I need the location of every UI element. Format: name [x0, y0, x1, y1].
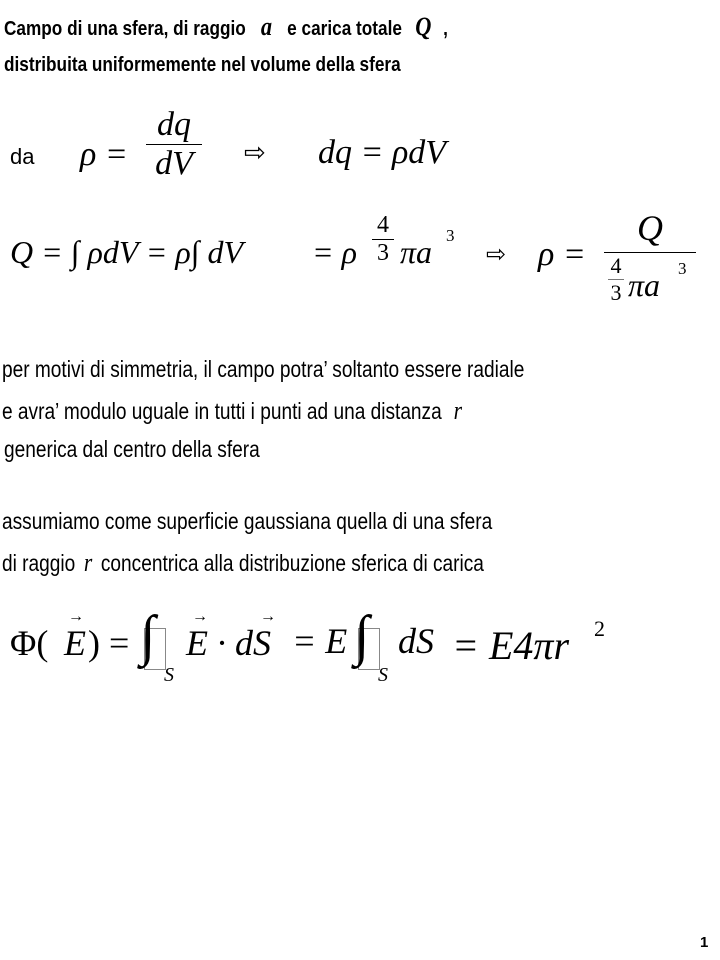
fraction-denominator: 3 — [377, 240, 389, 266]
paragraph1-line3 — [4, 436, 312, 463]
implies-arrow-icon: ⇨ — [486, 242, 507, 268]
paragraph2-line2 — [2, 548, 583, 578]
paragraph2-line1 — [2, 508, 593, 535]
integral-symbol: ∫ — [140, 605, 156, 667]
dS: dS — [398, 621, 434, 661]
den-pia: πa — [628, 267, 661, 303]
fraction-denominator: dV — [155, 145, 193, 182]
variable-Q: Q — [415, 12, 432, 41]
eq2-fraction — [372, 212, 394, 267]
flux-symbol: Φ( — [10, 623, 49, 663]
eq2-rho-eq: ρ = — [538, 236, 586, 273]
eq2-rho-fraction — [604, 208, 696, 333]
fraction-numerator: 4 — [377, 212, 389, 238]
text: di raggio — [2, 550, 76, 576]
variable-a: a — [260, 12, 273, 41]
vector-arrow-icon: → — [68, 608, 84, 625]
eq2-rho: = ρ — [312, 234, 357, 270]
den-exponent: 3 — [678, 259, 687, 278]
integrand: E · dS — [186, 623, 271, 663]
eq1-lhs: ρ = — [80, 136, 128, 173]
eq2-exponent: 3 — [446, 226, 455, 245]
variable-r: r — [453, 396, 463, 425]
fraction-numerator: Q — [637, 208, 663, 248]
eq2-pia: πa — [400, 234, 433, 270]
eq1-rhs: dq = ρdV — [318, 134, 447, 171]
eq1-fraction — [146, 106, 202, 183]
title-line-2 — [4, 54, 465, 77]
title-line-1 — [4, 12, 520, 42]
eq2-integral: Q = ∫ ρdV = ρ∫ dV — [10, 234, 244, 270]
equals-E: = E — [292, 621, 348, 661]
text: e avra’ modulo uguale in tutti i punti ad una distanza — [2, 398, 442, 424]
integral-subscript: S — [164, 664, 174, 686]
title-text: e carica totale — [287, 18, 402, 40]
paragraph1-line2 — [2, 396, 556, 426]
paragraph1-line1 — [2, 356, 631, 383]
vector-E: E — [64, 623, 86, 663]
text: assumiamo come superficie gaussiana quella di una sfera — [2, 508, 493, 534]
variable-r: r — [83, 548, 93, 577]
result: = E4πr — [452, 623, 570, 668]
equals: ) = — [88, 623, 130, 663]
text: generica dal centro della sfera — [4, 436, 260, 462]
page-number: 1 — [700, 934, 709, 951]
fraction-numerator: dq — [157, 106, 191, 143]
fraction-denominator: 3 — [610, 280, 622, 305]
vector-arrow-icon: → — [192, 608, 208, 625]
small-fraction — [608, 253, 624, 306]
integral-symbol: ∫ — [354, 605, 370, 667]
integral-subscript: S — [378, 664, 388, 686]
title-text: Campo di una sfera, di raggio — [4, 18, 246, 40]
text: concentrica alla distribuzione sferica di carica — [100, 550, 484, 576]
vector-arrow-icon: → — [260, 608, 276, 625]
eq1-da: da — [10, 144, 35, 169]
fraction-numerator: 4 — [610, 253, 622, 278]
text: per motivi di simmetria, il campo potra’ soltanto essere radiale — [2, 356, 525, 382]
exponent: 2 — [594, 616, 605, 641]
title-text: distribuita uniformemente nel volume della sfera — [4, 54, 401, 76]
implies-arrow-icon: ⇨ — [244, 138, 266, 167]
title-comma: , — [443, 18, 448, 40]
fraction-denominator — [604, 253, 696, 333]
